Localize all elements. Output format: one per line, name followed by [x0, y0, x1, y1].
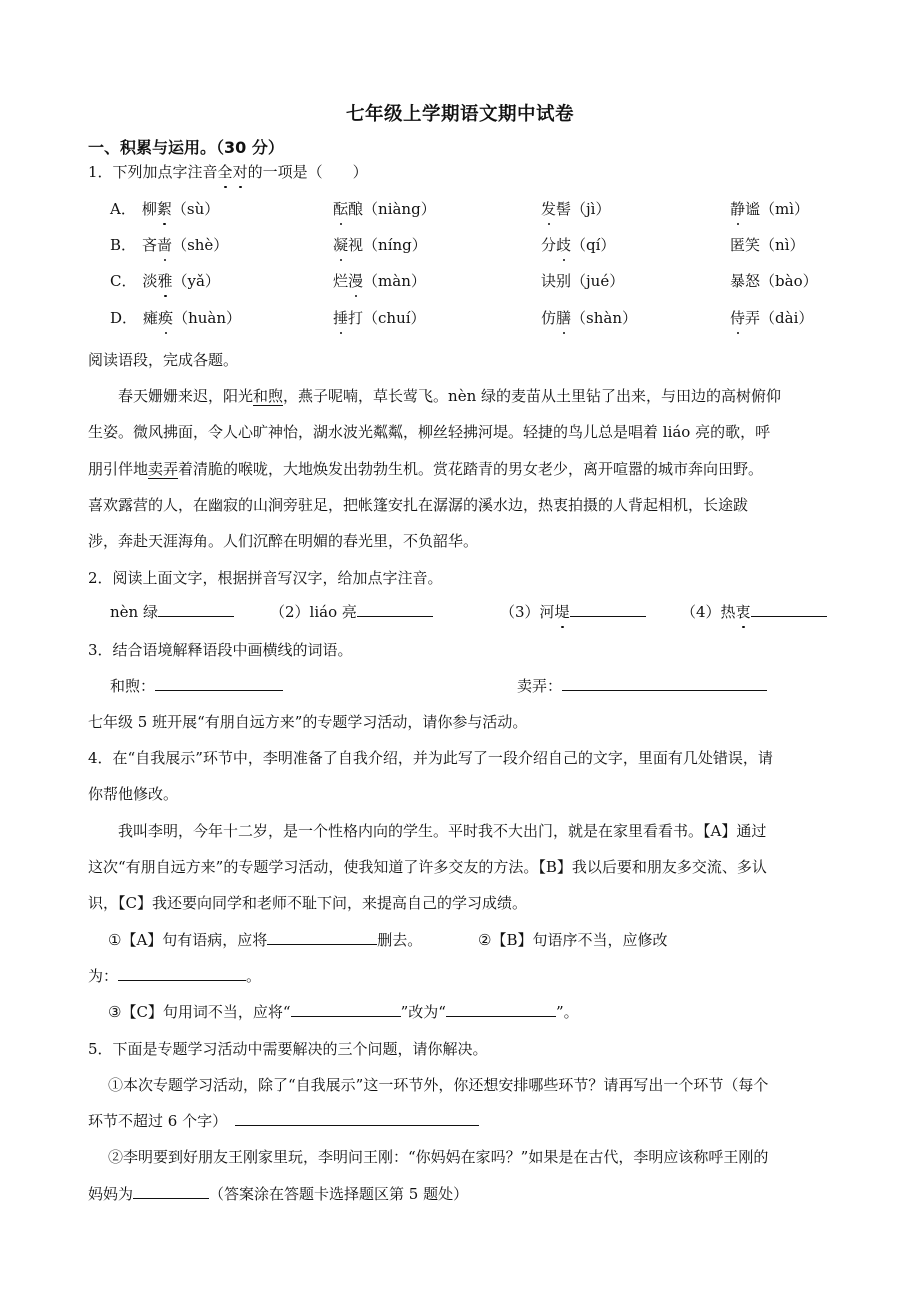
reading-text: 朋引伴地 [88, 460, 149, 478]
q1-item-dotted-char: 啬 [157, 236, 173, 254]
q1-dotted-char: 全 [217, 163, 233, 181]
q1-item-char: 弄 [745, 309, 761, 327]
q1-option-c-item [333, 270, 426, 291]
q5-sub2-line1: ②李明要到好朋友王刚家里玩，李明问王刚：“你妈妈在家吗？”如果是在古代，李明应该称呼王刚的 [108, 1148, 769, 1166]
q1-option-b-item [333, 234, 427, 255]
reading-line [88, 458, 763, 479]
q2-answer-blank[interactable] [751, 602, 827, 617]
q1-item-char: 酿 [348, 200, 364, 218]
q1-stem-text: 的一项是（ ） [247, 163, 368, 181]
q2-item [270, 601, 433, 622]
q1-item-pinyin: （huàn） [173, 309, 241, 327]
q2-item-label: （2）liáo 亮 [270, 603, 357, 621]
q1-option-d-item [333, 307, 426, 328]
q1-item-dotted-char: 发 [541, 200, 557, 218]
q2-answer-blank[interactable] [158, 602, 234, 617]
q1-stem-text: 1．下列加点字注音 [88, 163, 218, 181]
q3-answer-mainong [517, 675, 767, 696]
q1-item-char: 仿 [541, 309, 557, 327]
q4-passage-line: 识，【C】我还要向同学和老师不耻下问，来提高自己的学习成绩。 [88, 894, 527, 912]
q1-option-b-item [730, 234, 805, 255]
reading-text: ，燕子呢喃，草长莺飞。nèn 绿的麦苗从土里钻了出来，与田边的高树俯仰 [283, 387, 782, 405]
q1-item-dotted-char: 酝 [333, 200, 349, 218]
q4-sub2-blank[interactable] [118, 966, 246, 981]
q5-sub1-line1: ①本次专题学习活动，除了“自我展示”这一环节外，你还想安排哪些环节？请再写出一个环节（每个 [108, 1076, 769, 1094]
q1-item-pinyin: （nì） [760, 236, 805, 254]
q2-dotted-char: 堤 [554, 603, 570, 621]
q1-item-char: 打 [348, 309, 364, 327]
question-5-stem: 5．下面是专题学习活动中需要解决的三个问题，请你解决。 [88, 1040, 488, 1058]
q5-sub1-text: 环节不超过 6 个字） [88, 1112, 228, 1130]
reading-text: 喜欢露营的人，在幽寂的山涧旁驻足，把帐篷安扎在潺潺的溪水边，热衷拍摄的人背起相机，长途跋 [88, 496, 749, 514]
q1-item-dotted-char: 凝 [333, 236, 349, 254]
q1-item-pinyin: （màn） [363, 272, 426, 290]
q4-sub3-text: ③【C】句用词不当，应将“ [108, 1003, 291, 1021]
q4-sub2-text: 。 [246, 967, 262, 985]
q2-item [681, 601, 827, 622]
q3-word-label: 卖弄： [517, 677, 563, 695]
q1-option-a-item [110, 198, 219, 219]
q1-item-char: 吝 [142, 236, 158, 254]
q4-sub2-line2 [88, 965, 261, 986]
q1-item-pinyin: （chuí） [363, 309, 426, 327]
question-4-stem-line2: 你帮他修改。 [88, 785, 179, 803]
q2-item-label: （4）热 [681, 603, 736, 621]
question-1-stem [88, 161, 368, 182]
activity-intro: 七年级 5 班开展“有朋自远方来”的专题学习活动，请你参与活动。 [88, 713, 528, 731]
q1-option-letter: C． [110, 272, 137, 290]
q1-item-char: 怒 [745, 272, 761, 290]
q1-item-dotted-char: 絮 [156, 200, 172, 218]
q5-sub2-line2 [88, 1183, 468, 1204]
q1-item-char: 瘫 [143, 309, 159, 327]
q1-item-pinyin: （jì） [571, 200, 611, 218]
q5-sub2-text: （答案涂在答题卡选择题区第 5 题处） [209, 1185, 469, 1203]
q1-item-pinyin: （qí） [571, 236, 616, 254]
q1-item-dotted-char: 雅 [157, 272, 173, 290]
page-title: 七年级上学期语文期中试卷 [345, 104, 574, 125]
q1-item-dotted-char: 漫 [348, 272, 364, 290]
q4-sub3 [108, 1001, 579, 1022]
q4-passage-line: 这次“有朋自远方来”的专题学习活动，使我知道了许多交友的方法。【B】我以后要和朋友多交流、多认 [88, 858, 767, 876]
q2-answer-blank[interactable] [570, 602, 646, 617]
q1-option-c-item [110, 270, 220, 291]
q4-sub2: ②【B】句语序不当，应修改 [478, 931, 668, 949]
q1-item-char: 别 [556, 272, 572, 290]
q2-answer-blank[interactable] [357, 602, 433, 617]
q1-option-letter: D． [110, 309, 138, 327]
q1-option-b-item [110, 234, 228, 255]
q1-item-dotted-char: 捶 [333, 309, 349, 327]
q2-item [500, 601, 646, 622]
q1-option-a-item [541, 198, 610, 219]
reading-text: 着清脆的喉咙，大地焕发出勃勃生机。赏花踏青的男女老少，离开喧嚣的城市奔向田野。 [178, 460, 764, 478]
q1-item-dotted-char: 膳 [556, 309, 572, 327]
q2-item [110, 601, 234, 622]
q1-option-c-item [730, 270, 818, 291]
q5-sub2-text: 妈妈为 [88, 1185, 134, 1203]
reading-line [88, 385, 781, 406]
q1-item-dotted-char: 痪 [158, 309, 174, 327]
reading-underlined-word: 和煦 [253, 387, 284, 405]
q1-option-d-item [541, 307, 637, 328]
q1-option-c-item [541, 270, 624, 291]
q2-item-label: nèn 绿 [110, 603, 158, 621]
q1-item-char: 笑 [745, 236, 761, 254]
reading-intro: 阅读语段，完成各题。 [88, 351, 239, 369]
q3-answer-blank[interactable] [155, 676, 283, 691]
q1-item-pinyin: （niàng） [363, 200, 436, 218]
q1-item-pinyin: （dài） [760, 309, 814, 327]
q1-item-char: 髻 [556, 200, 572, 218]
question-4-stem-line1: 4．在“自我展示”环节中，李明准备了自我介绍，并为此写了一段介绍自己的文字，里面有几处错误，请 [88, 749, 773, 767]
q1-item-char: 暴 [730, 272, 746, 290]
q4-passage-line: 我叫李明，今年十二岁，是一个性格内向的学生。平时我不大出门，就是在家里看看书。【A】通过 [88, 822, 767, 840]
reading-text: 涉，奔赴天涯海角。人们沉醉在明媚的春光里，不负韶华。 [88, 532, 479, 550]
q1-option-b-item [541, 234, 615, 255]
q1-item-char: 柳 [141, 200, 157, 218]
q1-item-pinyin: （yǎ） [172, 272, 220, 290]
q1-item-dotted-char: 侍 [730, 309, 746, 327]
q1-item-char: 分 [541, 236, 557, 254]
question-3-stem: 3．结合语境解释语段中画横线的词语。 [88, 641, 353, 659]
q1-item-pinyin: （shè） [172, 236, 229, 254]
q1-option-letter: B． [110, 236, 137, 254]
reading-line [88, 530, 478, 551]
reading-text: 春天姗姗来迟，阳光 [88, 387, 254, 405]
q4-sub3-blank-1[interactable] [291, 1002, 401, 1017]
reading-line [88, 421, 770, 442]
reading-text: 生姿。微风拂面，令人心旷神怡，湖水波光粼粼，柳丝轻拂河堤。轻捷的鸟儿总是唱着 liáo 亮的歌，呼 [88, 423, 771, 441]
q4-sub3-text: ”。 [555, 1003, 579, 1021]
q1-option-a-item [730, 198, 809, 219]
q1-item-dotted-char: 静 [730, 200, 746, 218]
q1-item-pinyin: （níng） [363, 236, 427, 254]
q1-option-a-item [333, 198, 436, 219]
q2-dotted-char: 衷 [735, 603, 751, 621]
q4-sub1 [108, 929, 422, 950]
q4-sub1-text: ①【A】句有语病，应将 [108, 931, 268, 949]
q1-item-pinyin: （sù） [171, 200, 220, 218]
reading-underlined-word: 卖弄 [148, 460, 179, 478]
q4-sub3-blank-2[interactable] [446, 1002, 556, 1017]
q4-sub3-text: ”改为“ [400, 1003, 446, 1021]
q1-option-d-item [730, 307, 813, 328]
q5-sub1-line2 [88, 1110, 479, 1131]
q1-option-letter: A． [110, 200, 136, 218]
q1-item-char: 烂 [333, 272, 349, 290]
q4-sub1-blank[interactable] [267, 930, 377, 945]
q1-item-pinyin: （mì） [760, 200, 810, 218]
q1-item-pinyin: （jué） [571, 272, 625, 290]
section-heading: 一、积累与运用。（30 分） [88, 138, 284, 157]
q5-sub1-blank[interactable] [235, 1111, 479, 1126]
q5-sub2-blank[interactable] [133, 1184, 209, 1199]
q4-sub2-text: 为： [88, 967, 119, 985]
q1-item-char: 诀 [541, 272, 557, 290]
question-2-stem: 2．阅读上面文字，根据拼音写汉字，给加点字注音。 [88, 569, 443, 587]
q1-item-char: 淡 [142, 272, 158, 290]
q1-item-char: 匿 [730, 236, 746, 254]
q1-item-char: 谧 [745, 200, 761, 218]
q2-item-label: （3）河 [500, 603, 555, 621]
q3-word-label: 和煦： [110, 677, 156, 695]
q1-dotted-char: 对 [232, 163, 248, 181]
reading-line [88, 494, 748, 515]
q1-item-pinyin: （shàn） [571, 309, 637, 327]
q3-answer-hexu [110, 675, 283, 696]
q1-item-pinyin: （bào） [760, 272, 818, 290]
q3-answer-blank[interactable] [562, 676, 767, 691]
q1-item-dotted-char: 歧 [556, 236, 572, 254]
q4-sub1-text: 删去。 [377, 931, 423, 949]
q1-option-d-item [110, 307, 241, 328]
q1-item-char: 视 [348, 236, 364, 254]
